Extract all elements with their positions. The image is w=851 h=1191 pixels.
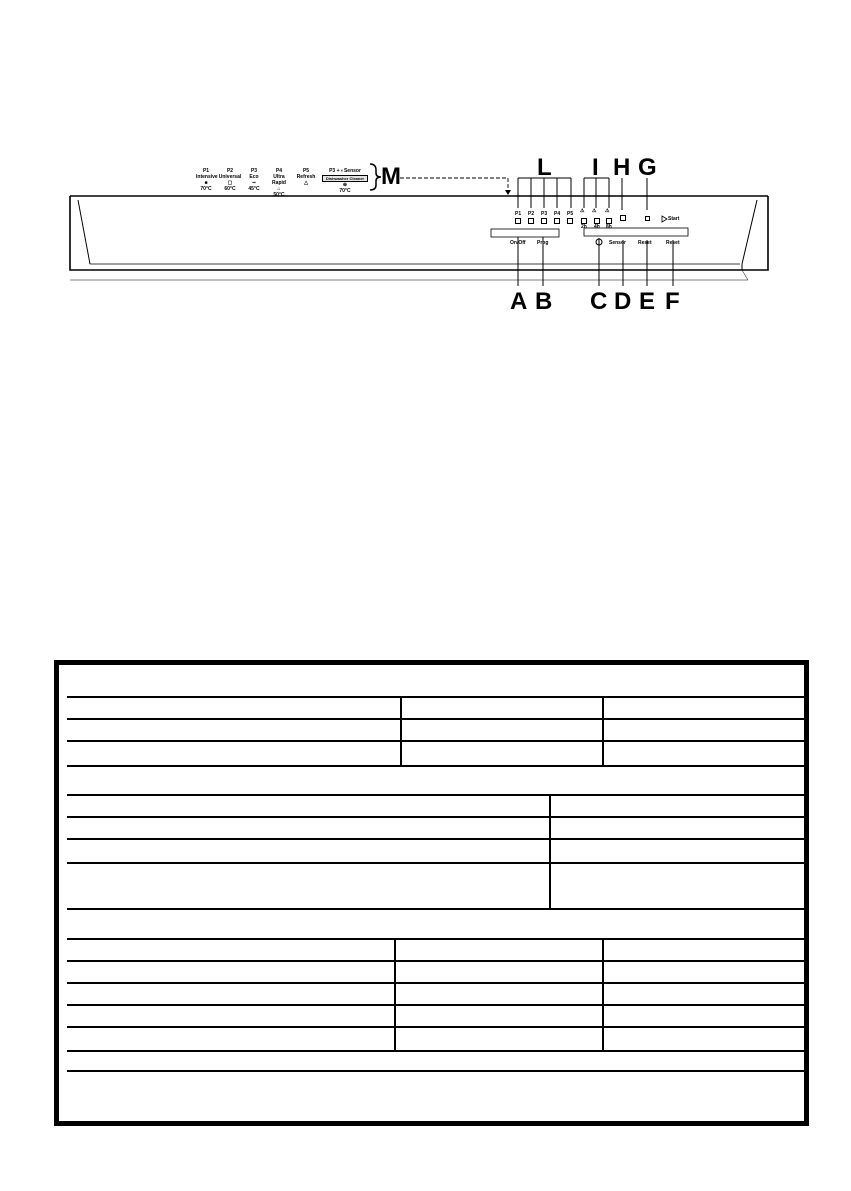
table-row: [67, 840, 804, 864]
delay-label-8h: 8h: [606, 224, 612, 230]
delay-label-2h: 2h: [581, 224, 587, 230]
led-delay-8h: [606, 218, 612, 224]
control-panel-diagram: [0, 140, 851, 320]
led-delay-4h: [594, 218, 600, 224]
program-temp: 60°C: [224, 186, 236, 192]
led-h: [620, 215, 626, 221]
eco-icon: ▪▪: [252, 180, 256, 186]
delay-icon: ⚠: [605, 208, 610, 214]
program-p3-cleaner: [322, 168, 368, 194]
delay-icon: ⚠: [580, 208, 585, 214]
callout-f: F: [665, 288, 680, 315]
program-temp: 45°C: [248, 186, 260, 192]
prog-label: Prog: [537, 240, 549, 246]
program-code: P4: [275, 168, 283, 174]
led-label-p3: P3: [541, 211, 548, 217]
led-label-p5: P5: [567, 211, 574, 217]
delay-label-4h: 4h: [594, 224, 600, 230]
led-delay-2h: [581, 218, 587, 224]
reset2-label: Reset: [666, 240, 680, 246]
led-p2: [528, 218, 534, 224]
table-cell: [602, 720, 604, 740]
table-footer-row: [67, 1052, 804, 1072]
table-cell: [602, 1006, 604, 1026]
program-code: P2: [226, 168, 234, 174]
led-label-p4: P4: [554, 211, 561, 217]
specification-table: [54, 660, 809, 1126]
table-cell: [394, 940, 396, 960]
callout-g: G: [638, 154, 657, 181]
callout-b: B: [535, 288, 553, 315]
table-cell: [400, 742, 402, 765]
table-row: [67, 720, 804, 742]
table-row: [67, 796, 804, 818]
table-cell: [602, 698, 604, 718]
program-temp: 70°C: [200, 186, 212, 192]
panel-outline: [0, 140, 851, 320]
led-label-p2: P2: [528, 211, 535, 217]
program-name: Refresh: [296, 174, 316, 180]
table-cell: [549, 864, 551, 908]
program-code: P5: [302, 168, 310, 174]
program-name: Intensive: [196, 174, 218, 180]
cleaner-icon: ⊕: [342, 182, 348, 188]
table-header-row: [67, 767, 804, 796]
program-p4: [266, 168, 292, 198]
table-cell: [549, 796, 551, 816]
table-row: [67, 698, 804, 720]
table-row: [67, 940, 804, 962]
table-row: [67, 818, 804, 840]
callout-e: E: [639, 288, 656, 315]
delay-icon: ⚠: [592, 208, 597, 214]
program-name: Dishwasher Cleaner: [322, 175, 368, 182]
callout-i: I: [592, 154, 599, 181]
table-row: [67, 984, 804, 1006]
reset-label: Reset: [638, 240, 652, 246]
table-cell: [549, 818, 551, 838]
start-label: Start: [668, 216, 680, 222]
table-cell: [394, 1028, 396, 1050]
table-cell: [602, 940, 604, 960]
program-code: P3 +: [329, 168, 341, 174]
callout-c: C: [590, 288, 608, 315]
callout-l: L: [537, 154, 552, 181]
intensive-icon: ■: [204, 180, 208, 186]
led-p3: [541, 218, 547, 224]
sensor-icon: ◐: [340, 168, 344, 174]
led-label-p1: P1: [515, 211, 522, 217]
program-temp: 70°C: [339, 188, 351, 194]
callout-a: A: [510, 288, 528, 315]
table-cell: [400, 720, 402, 740]
table-row: [67, 1028, 804, 1052]
led-p4: [554, 218, 560, 224]
program-p3: [244, 168, 264, 192]
refresh-icon: △: [304, 180, 308, 186]
led-g: [645, 216, 650, 221]
rapid-icon: ⌂: [277, 186, 281, 192]
program-name: Eco: [249, 174, 259, 180]
on-off-label: On/Off: [510, 240, 526, 246]
table-row: [67, 962, 804, 984]
callout-d: D: [614, 288, 632, 315]
table-header-row: [67, 665, 804, 698]
sensor-label: Sensor: [609, 240, 626, 246]
table-cell: [602, 984, 604, 1004]
table-header-row: [67, 910, 804, 940]
program-p5: [295, 168, 317, 186]
table-cell: [549, 840, 551, 862]
table-cell: [400, 698, 402, 718]
table-cell: [394, 1006, 396, 1026]
program-extra: Sensor: [343, 168, 361, 174]
table-footer-row: [67, 1072, 804, 1121]
universal-icon: ▢: [227, 180, 233, 186]
program-combo: [322, 168, 368, 174]
program-p2: [218, 168, 242, 192]
program-name: Ultra Rapid: [272, 174, 286, 186]
callout-h: H: [613, 154, 631, 181]
callout-m: M: [381, 163, 401, 190]
program-temp: 50°C: [273, 192, 285, 198]
program-name: Universal: [218, 174, 242, 180]
led-p1: [515, 218, 521, 224]
program-p1: [196, 168, 216, 192]
table-cell: [602, 742, 604, 765]
led-p5: [567, 218, 573, 224]
table-row: [67, 864, 804, 910]
table-row: [67, 742, 804, 767]
table-cell: [394, 962, 396, 982]
table-cell: [602, 962, 604, 982]
program-code: P1: [202, 168, 210, 174]
table-row: [67, 1006, 804, 1028]
program-code: P3: [250, 168, 258, 174]
table-cell: [602, 1028, 604, 1050]
table-cell: [394, 984, 396, 1004]
